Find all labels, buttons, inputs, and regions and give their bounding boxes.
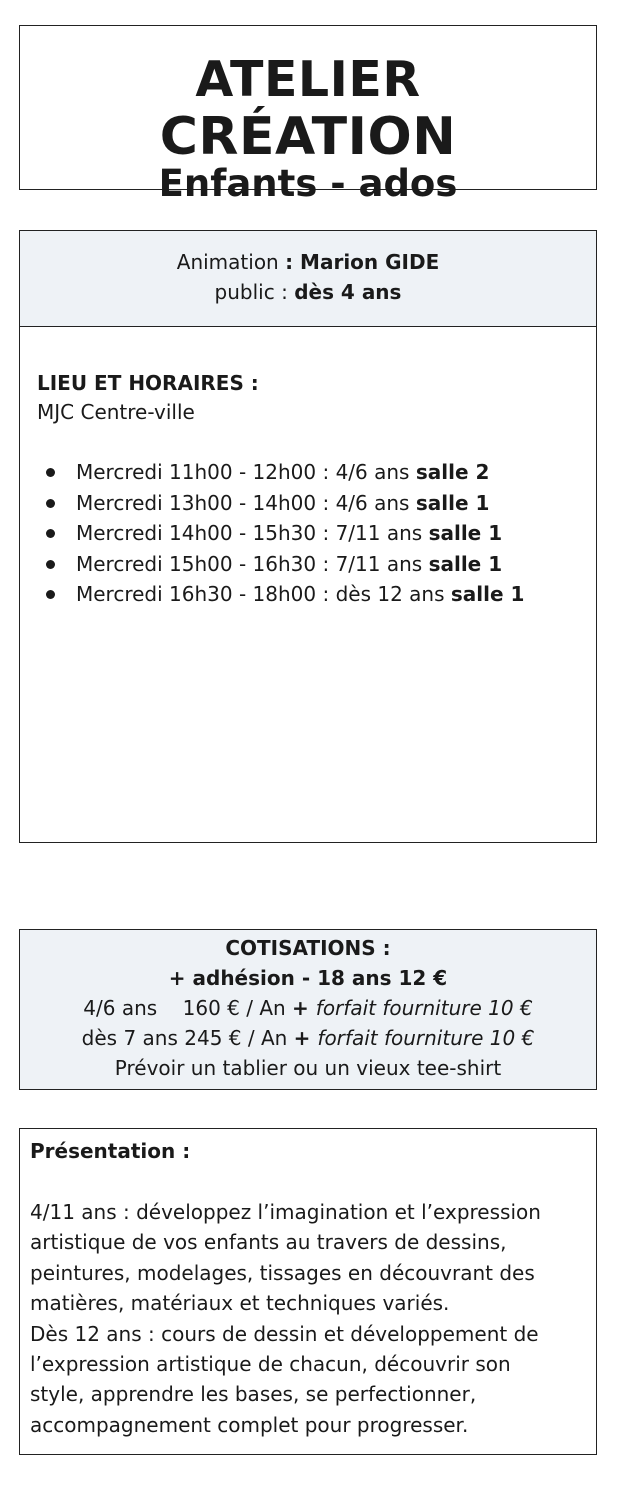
- presentation-line: matières, matériaux et techniques variés.: [30, 1291, 450, 1316]
- bullet-icon: [46, 529, 55, 538]
- schedule-text: Mercredi 16h30 - 18h00 : dès 12 ans: [76, 582, 451, 606]
- presentation-line: artistique de vos enfants au travers de dessins,: [30, 1230, 507, 1255]
- plus-2: +: [293, 1026, 318, 1050]
- title-line-3: Enfants - ados: [158, 162, 458, 205]
- bullet-icon: [46, 499, 55, 508]
- presentation-line: l’expression artistique de chacun, découvrir son: [30, 1352, 511, 1377]
- schedule-room: salle 1: [428, 551, 503, 576]
- schedule-item: [20, 518, 524, 549]
- cotisations-title-text: COTISATIONS :: [225, 936, 391, 960]
- schedule-text: Mercredi 14h00 - 15h30 : 7/11 ans: [76, 521, 429, 545]
- lieu-title: LIEU ET HORAIRES :: [37, 371, 259, 395]
- schedule-room: salle 1: [450, 582, 525, 606]
- cotisations-box: [19, 929, 597, 1090]
- info-header: [20, 231, 596, 327]
- public-line: [20, 278, 596, 306]
- schedule-room: salle 1: [415, 490, 490, 515]
- schedule-item: [20, 579, 524, 610]
- bullet-icon: [46, 560, 55, 569]
- price-1: 4/6 ans 160 € / An: [83, 996, 293, 1020]
- animation-value: : Marion GIDE: [285, 250, 440, 274]
- schedule-room: salle 1: [428, 521, 503, 545]
- schedule-text: Mercredi 15h00 - 16h30 : 7/11 ans: [76, 551, 429, 576]
- price-row-2: [20, 1024, 596, 1052]
- public-value: dès 4 ans: [294, 280, 402, 304]
- cotisations-note: Prévoir un tablier ou un vieux tee-shirt: [114, 1056, 502, 1080]
- supply-2: forfait fourniture 10 €: [317, 1026, 535, 1050]
- animation-label: Animation: [176, 250, 286, 274]
- presentation-line: 4/11 ans : développez l’imagination et l’expression: [30, 1200, 541, 1224]
- presentation-line: style, apprendre les bases, se perfectionner,: [30, 1382, 477, 1407]
- schedule-item: [20, 549, 524, 580]
- price-2: dès 7 ans 245 € / An: [81, 1026, 294, 1050]
- presentation-title: Présentation :: [30, 1139, 191, 1163]
- adhesion-line: [20, 964, 596, 992]
- bullet-icon: [46, 468, 55, 477]
- bullet-icon: [46, 590, 55, 599]
- animation-line: [20, 248, 596, 276]
- plus-1: +: [292, 996, 316, 1020]
- supply-1: forfait fourniture 10 €: [315, 996, 533, 1020]
- presentation-box: [19, 1128, 597, 1455]
- presentation-line: peintures, modelages, tissages en découvrant des: [30, 1260, 535, 1285]
- adhesion-text: + adhésion - 18 ans 12 €: [168, 966, 448, 990]
- schedule-text: Mercredi 11h00 - 12h00 : 4/6 ans: [76, 460, 416, 484]
- title-line-1: ATELIER: [195, 51, 421, 108]
- schedule-list: [20, 457, 524, 610]
- price-row-1: [20, 994, 596, 1022]
- info-box: [19, 230, 597, 843]
- schedule-item: [20, 457, 524, 488]
- presentation-line: Dès 12 ans : cours de dessin et développement de: [30, 1321, 539, 1346]
- public-label: public :: [214, 280, 295, 304]
- schedule-room: salle 2: [415, 460, 490, 484]
- title-line-2: CRÉATION: [159, 107, 457, 167]
- presentation-text: [30, 1197, 590, 1440]
- cotisations-title: [20, 934, 596, 962]
- schedule-text: Mercredi 13h00 - 14h00 : 4/6 ans: [76, 490, 416, 515]
- lieu-place: MJC Centre-ville: [37, 400, 195, 424]
- schedule-item: [20, 488, 524, 519]
- title-box: [19, 25, 597, 205]
- presentation-line: accompagnement complet pour progresser.: [30, 1412, 469, 1437]
